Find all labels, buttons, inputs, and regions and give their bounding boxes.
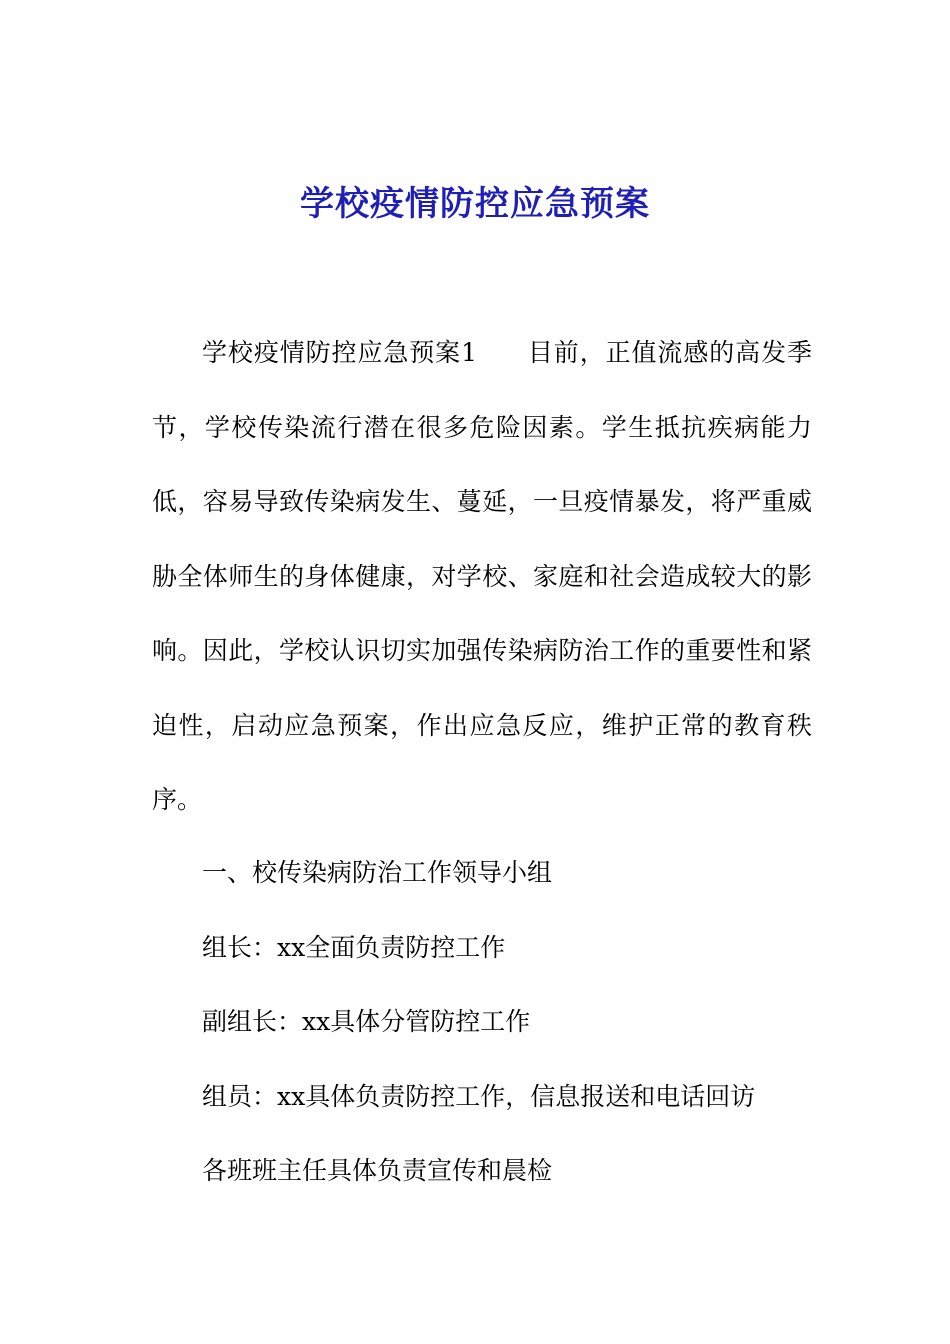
member-line-class-teachers: 各班班主任具体负责宣传和晨检 xyxy=(202,1156,553,1185)
document-title: 学校疫情防控应急预案 xyxy=(300,184,650,224)
section-heading: 一、校传染病防治工作领导小组 xyxy=(202,858,553,887)
member-line-leader: 组长：xx全面负责防控工作 xyxy=(202,933,506,962)
member-line-deputy: 副组长：xx具体分管防控工作 xyxy=(202,1007,531,1036)
intro-text: 目前，正值流感的高发季节，学校传染流行潜在很多危险因素。学生抵抗疾病能力低，容易导致传染病发生、蔓延，一旦疫情暴发，将严重威胁全体师生的身体健康，对学校、家庭和社会造成较大的影响。因此，学校认识切实加强传染病防治工作的重要性和紧迫性，启动应急预案，作出应急反应，维护正常的教育秩序。 xyxy=(152,338,812,814)
member-line-staff: 组员：xx具体负责防控工作，信息报送和电话回访 xyxy=(202,1082,756,1111)
intro-heading-ref: 学校疫情防控应急预案1 xyxy=(202,338,477,367)
intro-paragraph xyxy=(152,316,812,838)
